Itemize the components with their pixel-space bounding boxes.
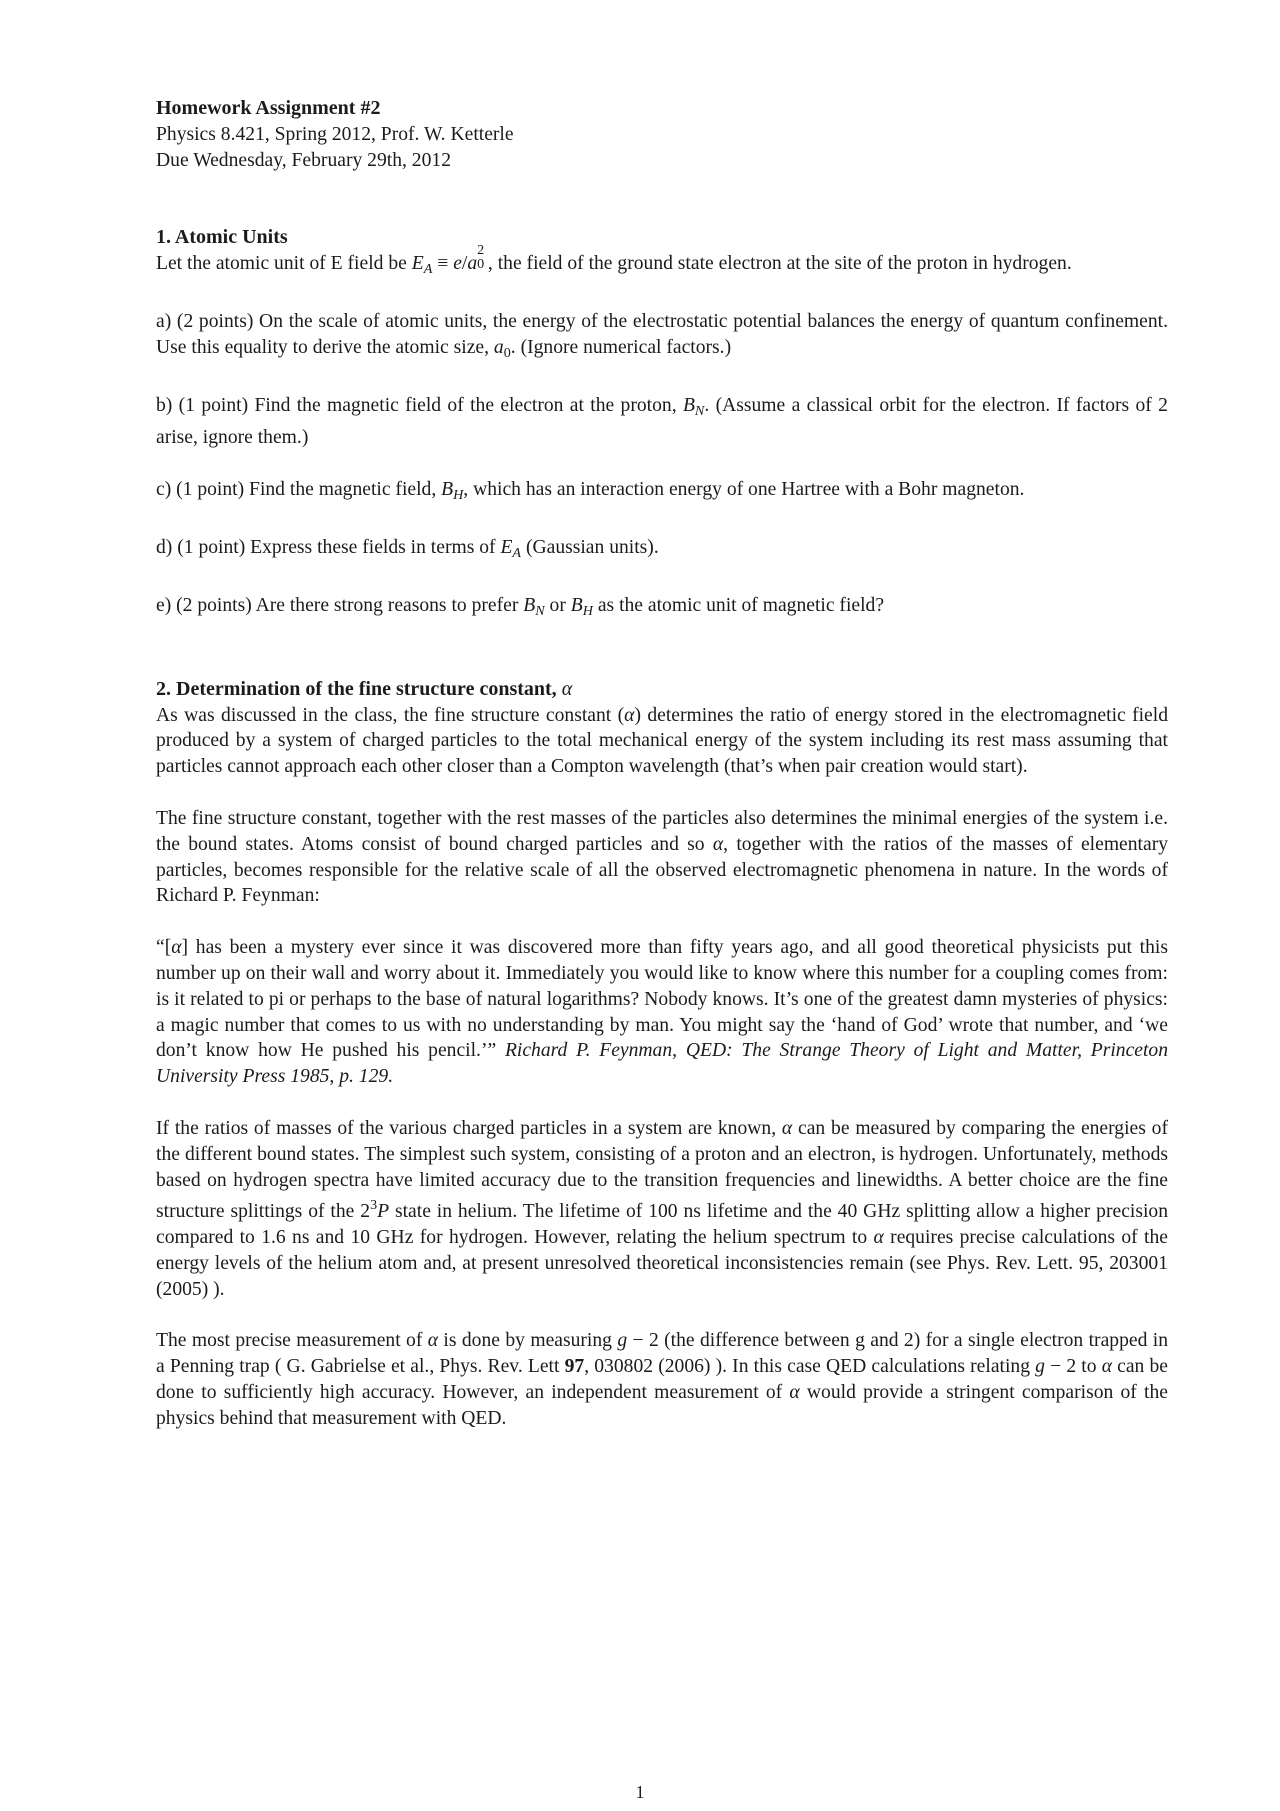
problem-1b: b) (1 point) Find the magnetic field of the electron at the proton, $B_N$. (Assume a classical orbit for the electron. If factors of 2 arise, ignore them.): [156, 395, 1168, 449]
problem-1e: e) (2 points) Are there strong reasons to prefer $B_N$ or $B_H$ as the atomic unit of magnetic field?: [156, 594, 885, 620]
problem-1a: a) (2 points) On the scale of atomic units, the energy of the electrostatic potential balances the energy of quantum confinement. Use this equality to derive the atomic size, $a_0$. (Ignore numerical factors.): [156, 311, 1168, 362]
problem-2-paragraph-1: As was discussed in the class, the fine structure constant (α) determines the ratio of energy stored in the electromagnetic field produced by a system of charged particles to the total mechanical energy of the system including its rest mass assuming that particles cannot approach each other closer than a Compton wavelength (that’s when pair creation would start).: [156, 704, 1168, 778]
document-page: [156, 96, 1168, 1432]
feynman-quote: “[α] has been a mystery ever since it was discovered more than fifty years ago, and all good theoretical physicists put this number up on their wall and worry about it. Immediately you would like to know where this number for a coupling comes from: is it related to pi or perhaps to the base of natural logarithms? Nobody knows. It’s one of the greatest damn mysteries of physics: a magic number that comes to us with no understanding by man. You might say the ‘hand of God’ wrote that number, and ‘we don’t know how He pushed his pencil.’” Richard P. Feynman, QED: The Strange Theory of Light and Matter, Princeton University Press 1985, p. 129.: [156, 937, 1169, 1088]
problem-2-paragraph-2: The fine structure constant, together with the rest masses of the particles also determines the minimal energies of the system i.e. the bound states. Atoms consist of bound charged particles and so α, together with the ratios of the masses of elementary particles, becomes responsible for the relative scale of all the observed electromagnetic phenomena in nature. In the words of Richard P. Feynman:: [156, 808, 1169, 907]
page-number: 1: [635, 1782, 645, 1802]
assignment-title: Homework Assignment #2: [156, 97, 381, 119]
problem-1c: c) (1 point) Find the magnetic field, $B_H$, which has an interaction energy of one Hartree with a Bohr magneton.: [156, 478, 1025, 504]
due-date: Due Wednesday, February 29th, 2012: [156, 149, 451, 171]
problem-1d: d) (1 point) Express these fields in terms of $E_A$ (Gaussian units).: [156, 536, 659, 562]
quote-citation: Richard P. Feynman, QED: The Strange Theory of Light and Matter, Princeton University Press 1985, p. 129.: [156, 1040, 1169, 1088]
problem-2-heading: 2. Determination of the fine structure constant, α: [156, 677, 573, 700]
problem-1-intro: Let the atomic unit of E field be $E_A \equiv e/a$ 2 0 , the field of the ground state electron at the site of the proton in hydrogen.: [156, 241, 1072, 278]
assignment-header: [156, 96, 1168, 173]
problem-1-heading: 1. Atomic Units: [156, 226, 288, 249]
course-line: Physics 8.421, Spring 2012, Prof. W. Ketterle: [156, 123, 514, 145]
problem-2-paragraph-3: If the ratios of masses of the various charged particles in a system are known, α can be measured by comparing the energies of the different bound states. The simplest such system, consisting of a proton and an electron, is hydrogen. Unfortunately, methods based on hydrogen spectra have limited accuracy due to the transition frequencies and linewidths. A better choice are the fine structure splittings of the $2^3P$ state in helium. The lifetime of 100 ns lifetime and the 40 GHz splitting allow a higher precision compared to 1.6 ns and 10 GHz for hydrogen. However, relating the helium spectrum to α requires precise calculations of the energy levels of the helium atom and, at present unresolved theoretical inconsistencies remain (see Phys. Rev. Lett. 95, 203001 (2005) ).: [156, 1118, 1168, 1300]
problem-2-paragraph-4: The most precise measurement of α is done by measuring g − 2 (the difference between g and 2) for a single electron trapped in a Penning trap ( G. Gabrielse et al., Phys. Rev. Lett 97, 030802 (2006) ). In this case QED calculations relating g − 2 to α can be done to sufficiently high accuracy. However, an independent measurement of α would provide a stringent comparison of the physics behind that measurement with QED.: [156, 1330, 1168, 1429]
